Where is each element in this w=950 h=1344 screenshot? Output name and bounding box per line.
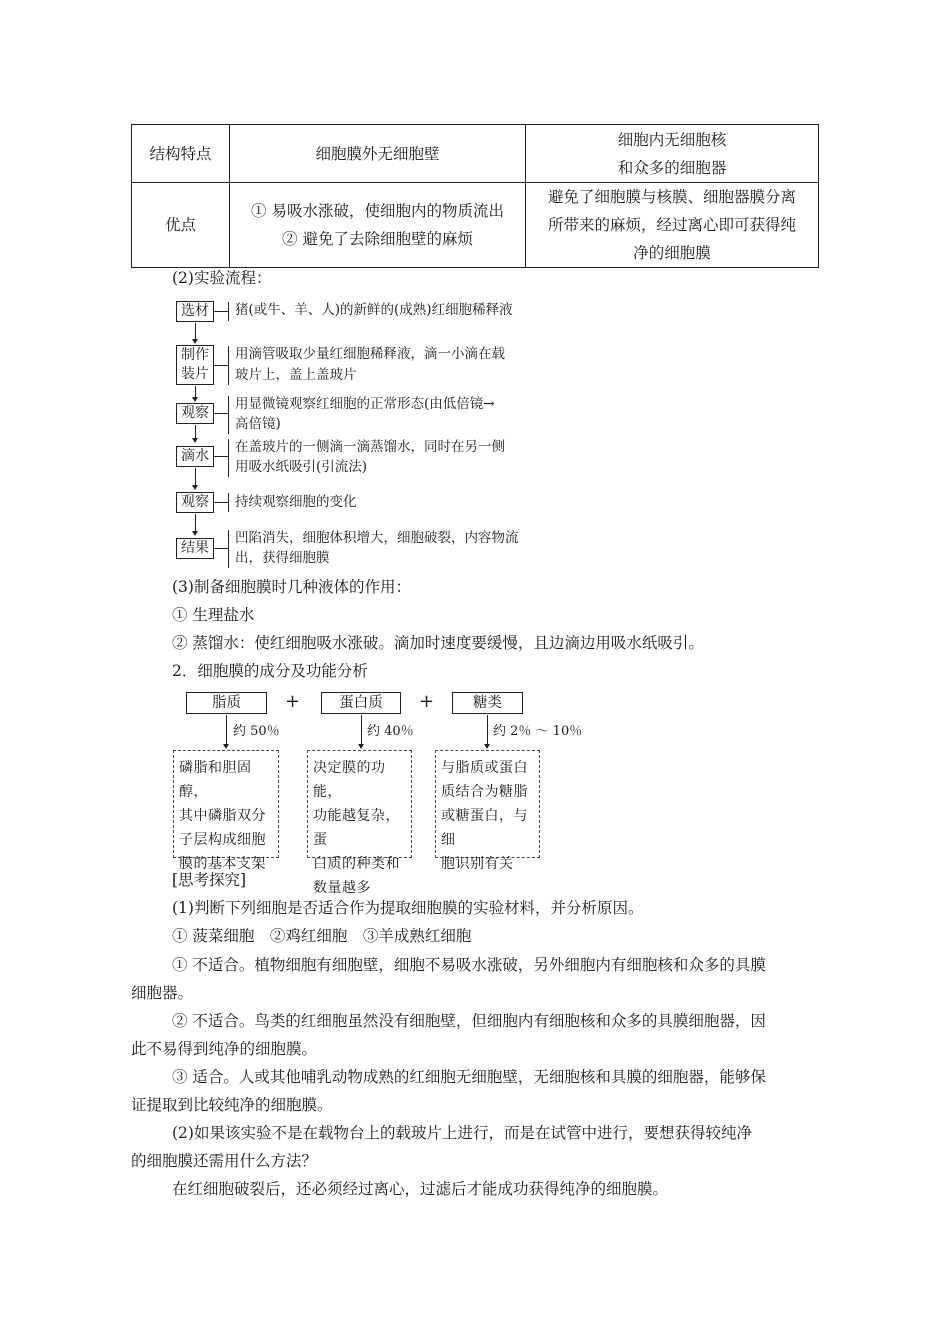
- cell-text: 细胞内无细胞核: [617, 130, 727, 149]
- table-cell-advantage-membrane: [230, 183, 525, 267]
- function-line: 子层构成细胞: [179, 832, 266, 848]
- answer-1-1: 细胞器。: [131, 984, 194, 1002]
- plus-icon: +: [285, 691, 301, 712]
- function-line: 或糖蛋白，与细: [441, 808, 528, 848]
- flow-step-desc: 在盖玻片的一侧滴一滴蒸馏水，同时在另一侧: [235, 439, 505, 455]
- down-arrow-icon: [195, 468, 196, 486]
- flow-brace: [228, 493, 229, 512]
- flow-step-desc: 持续观察细胞的变化: [235, 494, 357, 510]
- flow-step-desc: 用显微镜观察红细胞的正常形态(由低倍镜→: [235, 396, 495, 412]
- component-box-protein: 蛋白质: [321, 692, 401, 714]
- flow-step-box: 结果: [176, 538, 214, 559]
- cell-text: 和众多的细胞器: [617, 158, 727, 177]
- flow-connector: [214, 365, 228, 366]
- function-line: 功能越复杂，蛋: [313, 808, 400, 848]
- function-line: 膜的基本支架: [179, 856, 266, 872]
- flow-brace: [228, 346, 229, 385]
- liquid-item: ① 生理盐水: [172, 606, 255, 624]
- flow-brace: [228, 302, 229, 321]
- flow-brace: [228, 396, 229, 434]
- function-line: 胞识别有关: [441, 856, 514, 872]
- cell-text: 避免了细胞膜与核膜、细胞器膜分离: [547, 188, 796, 206]
- liquid-item: ② 蒸馏水：使红细胞吸水涨破。滴加时速度要缓慢，且边滴边用吸水纸吸引。: [172, 634, 704, 652]
- function-box-sugar: [435, 750, 540, 872]
- liquids-heading: (3)制备细胞膜时几种液体的作用：: [172, 578, 411, 596]
- flow-step-box: 观察: [176, 492, 214, 513]
- function-line: 决定膜的功能，: [313, 760, 386, 800]
- flow-step-box: 滴水: [176, 446, 214, 467]
- question-1: (1)判断下列细胞是否适合作为提取细胞膜的实验材料，并分析原因。: [172, 899, 644, 917]
- flow-step-box: 选材: [176, 301, 214, 322]
- flow-step-desc: 用吸水纸吸引(引流法): [235, 459, 368, 475]
- function-line: 与脂质或蛋白: [441, 760, 528, 776]
- down-arrow-icon: [361, 715, 362, 745]
- comparison-table: [131, 124, 819, 268]
- percent-label: 约 2％ ～ 10％: [493, 724, 583, 739]
- flow-step-desc: 出，获得细胞膜: [235, 550, 330, 566]
- cell-text: ① 易吸水涨破，使细胞内的物质流出: [251, 202, 504, 220]
- flow-step-label: 装片: [181, 366, 209, 382]
- flow-step-desc: 高倍镜): [235, 416, 281, 432]
- down-arrow-icon: [195, 386, 196, 398]
- question-2: (2)如果该实验不是在载物台上的载玻片上进行，而是在试管中进行，要想获得较纯净: [172, 1124, 752, 1142]
- answer-1-1: ① 不适合。植物细胞有细胞壁，细胞不易吸水涨破，另外细胞内有细胞核和众多的具膜: [172, 956, 766, 974]
- flow-step-box: [176, 345, 214, 385]
- flow-connector: [214, 502, 228, 503]
- table-cell-structure-membrane: [230, 125, 525, 182]
- table-cell-structure-label: [132, 125, 229, 182]
- function-line: 质结合为糖脂: [441, 784, 528, 800]
- down-arrow-icon: [195, 323, 196, 340]
- table-cell-structure-interior: [526, 125, 818, 182]
- table-cell-advantage-label: [132, 183, 229, 267]
- answer-1-2: 此不易得到纯净的细胞膜。: [131, 1040, 318, 1058]
- think-heading: [思考探究]: [172, 871, 247, 889]
- flow-connector: [214, 456, 228, 457]
- flow-step-desc: 用滴管吸取少量红细胞稀释液，滴一小滴在载: [235, 346, 505, 362]
- flow-step-desc: 凹陷消失，细胞体积增大，细胞破裂，内容物流: [235, 530, 519, 546]
- flow-step-desc: 玻片上，盖上盖玻片: [235, 367, 357, 383]
- cell-text: 优点: [164, 216, 196, 234]
- plus-icon: +: [419, 691, 435, 712]
- component-box-sugar: 糖类: [452, 692, 523, 714]
- down-arrow-icon: [195, 425, 196, 439]
- flow-step-box: 观察: [176, 403, 214, 424]
- flow-step-label: 制作: [181, 347, 209, 363]
- table-cell-advantage-interior: [526, 183, 818, 267]
- answer-1-3: 证提取到比较纯净的细胞膜。: [131, 1096, 333, 1114]
- cell-text: ② 避免了去除细胞壁的麻烦: [282, 230, 473, 248]
- function-line: 磷脂和胆固醇，: [179, 760, 252, 800]
- component-box-lipid: 脂质: [186, 692, 267, 714]
- function-line: 白质的种类和: [313, 856, 400, 872]
- flow-step-desc: 猪(或牛、羊、人)的新鲜的(成熟)红细胞稀释液: [235, 302, 513, 318]
- down-arrow-icon: [226, 715, 227, 745]
- percent-label: 约 40％: [367, 724, 414, 739]
- function-line: 其中磷脂双分: [179, 808, 266, 824]
- cell-text: 所带来的麻烦，经过离心即可获得纯: [547, 216, 796, 234]
- function-line: 数量越多: [313, 880, 371, 896]
- flow-brace: [228, 530, 229, 568]
- flow-brace: [228, 439, 229, 477]
- function-box-protein: [307, 750, 412, 896]
- procedure-heading: (2)实验流程：: [172, 269, 272, 287]
- function-box-lipid: [173, 750, 279, 872]
- cell-text: 细胞膜外无细胞壁: [315, 144, 440, 163]
- down-arrow-icon: [195, 514, 196, 532]
- cell-text: 净的细胞膜: [633, 244, 711, 262]
- flow-connector: [214, 311, 228, 312]
- answer-1-3: ③ 适合。人或其他哺乳动物成熟的红细胞无细胞壁，无细胞核和具膜的细胞器，能够保: [172, 1068, 766, 1086]
- cell-text: 结构特点: [149, 144, 212, 163]
- flow-connector: [214, 413, 228, 414]
- question-2: 的细胞膜还需用什么方法？: [131, 1152, 318, 1170]
- flow-connector: [214, 548, 228, 549]
- answer-2: 在红细胞破裂后，还必须经过离心，过滤后才能成功获得纯净的细胞膜。: [172, 1180, 669, 1198]
- percent-label: 约 50％: [233, 724, 280, 739]
- section-heading: 2．细胞膜的成分及功能分析: [172, 662, 368, 680]
- down-arrow-icon: [487, 715, 488, 745]
- question-1-options: ① 菠菜细胞 ②鸡红细胞 ③羊成熟红细胞: [172, 927, 472, 945]
- answer-1-2: ② 不适合。鸟类的红细胞虽然没有细胞壁，但细胞内有细胞核和众多的具膜细胞器，因: [172, 1012, 766, 1030]
